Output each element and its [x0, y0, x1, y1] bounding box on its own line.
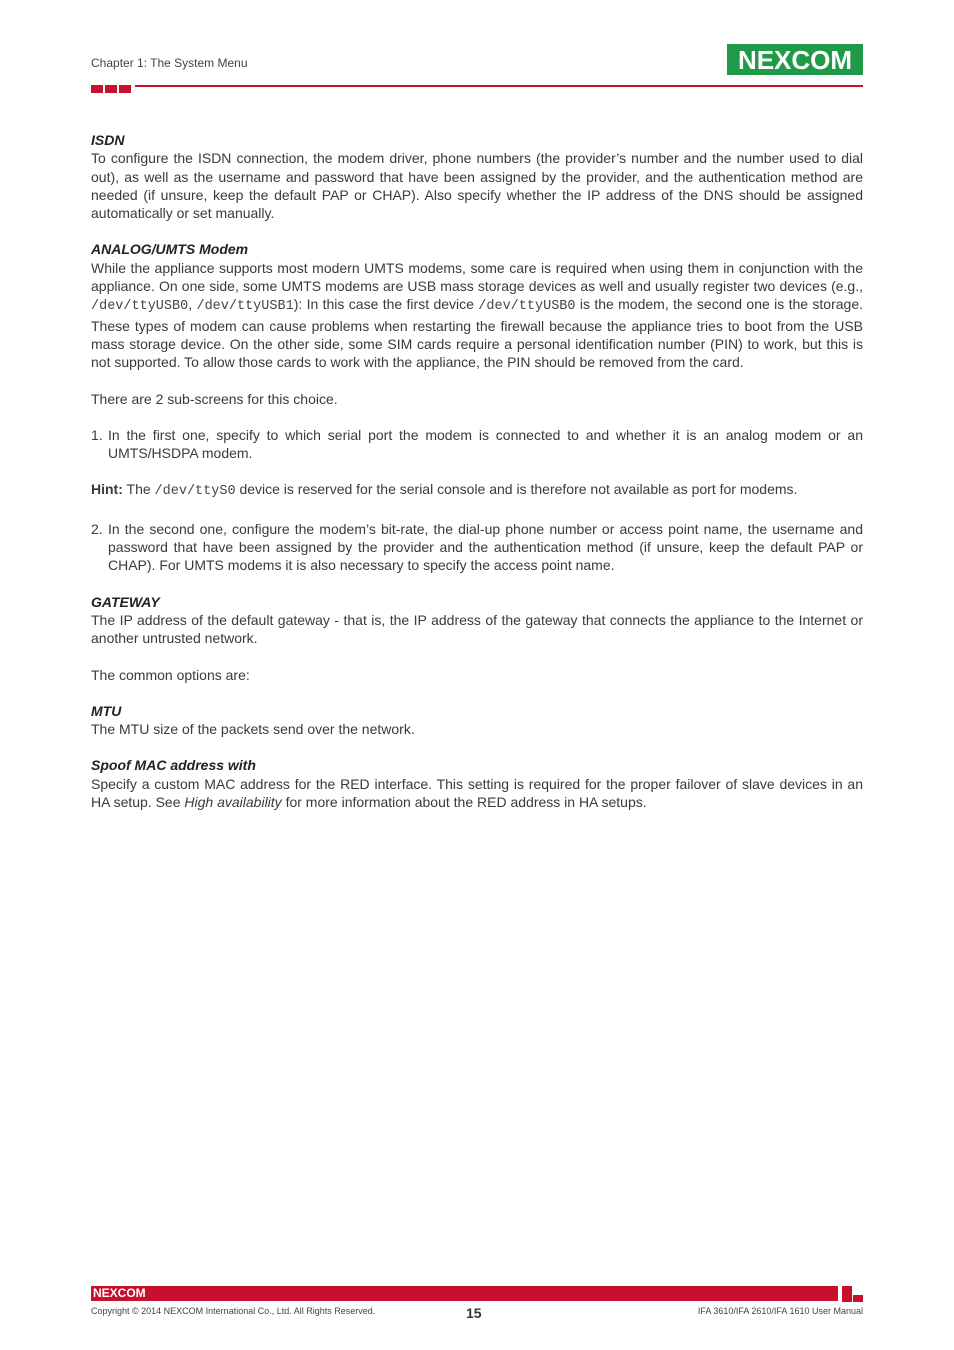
- list-text: In the second one, configure the modem’s bit-rate, the dial-up phone number or access point name, the username and password that have been assigned by the provider and the authentication method (if unsure, keep the default PAP or CHAP). For UMTS modems it is also necessary to specify the access point name.: [108, 520, 863, 574]
- header-line: [135, 85, 863, 87]
- analog-text-2: ): In this case the first device: [293, 296, 479, 313]
- gateway-body: The IP address of the default gateway - that is, the IP address of the gateway that connects the appliance to the Internet or another untrusted network.: [91, 611, 863, 647]
- hint-label: Hint:: [91, 481, 123, 498]
- spoof-mac-heading: Spoof MAC address with: [91, 757, 256, 774]
- page-content: [91, 131, 863, 811]
- hint-text-1: The: [122, 481, 155, 498]
- mtu-body: The MTU size of the packets send over the network.: [91, 721, 415, 738]
- spoof-mac-body: [91, 775, 863, 812]
- page-number: 15: [466, 1305, 482, 1321]
- high-availability-reference: High availability: [184, 794, 282, 811]
- isdn-body: To configure the ISDN connection, the modem driver, phone numbers (the provider’s number and the number used to dial out), as well as the username and password that have been assigned by the provider, and the authentication method are needed (if unsure, keep the default PAP or CHAP). Also specify whether the IP address of the DNS should be assigned automatically or set manually.: [91, 150, 863, 222]
- gateway-heading: GATEWAY: [91, 593, 160, 610]
- nexcom-logo: NEXCOM: [727, 44, 863, 75]
- hint-text-2: device is reserved for the serial console and is therefore not available as port for modems.: [235, 481, 798, 498]
- spoof-text-2: for more information about the RED address in HA setups.: [281, 794, 647, 811]
- list-item: [91, 426, 863, 463]
- device-code: /dev/ttyUSB0: [478, 299, 576, 315]
- header-block: [91, 85, 103, 93]
- subscreens-text: There are 2 sub-screens for this choice.: [91, 390, 338, 407]
- chapter-title: Chapter 1: The System Menu: [91, 56, 248, 70]
- manual-title: IFA 3610/IFA 2610/IFA 1610 User Manual: [697, 1306, 863, 1316]
- header-rule: [91, 85, 863, 93]
- list-number: 1.: [91, 426, 103, 443]
- header-blocks: [91, 85, 131, 93]
- mtu-heading: MTU: [91, 702, 122, 719]
- analog-sep: ,: [188, 296, 197, 313]
- list-item: [91, 520, 863, 575]
- hint-paragraph: [91, 480, 863, 501]
- device-code: /dev/ttyUSB1: [196, 299, 294, 315]
- device-code: /dev/ttyS0: [154, 484, 236, 500]
- footer-squares-icon: [842, 1286, 863, 1302]
- footer-copyright: Copyright © 2014 NEXCOM International Co., Ltd. All Rights Reserved.: [91, 1306, 376, 1316]
- list-number: 2.: [91, 520, 103, 537]
- analog-text-3: is the modem, the second one is the storage. These types of modem can cause problems when restarting the firewall because the appliance tries to boot from the USB mass storage device. On the other side, some SIM cards require a personal identification number (PIN) to work, but this is not supported. To allow those cards to work with the appliance, the PIN should be removed from the card.: [91, 296, 864, 371]
- analog-text-1: While the appliance supports most modern UMTS modems, some care is required when using them in conjunction with the appliance. On one side, some UMTS modems are USB mass storage devices as well and usually register two devices (e.g.,: [91, 259, 863, 295]
- spoof-text-1: Specify a custom MAC address for the RED interface. This setting is required for the proper failover of slave devices in an HA setup. See: [91, 775, 863, 811]
- analog-heading: ANALOG/UMTS Modem: [91, 241, 249, 258]
- footer-logo: NEXCOM: [93, 1286, 146, 1300]
- header-block: [105, 85, 117, 93]
- footer-bar: [91, 1286, 838, 1301]
- device-code: /dev/ttyUSB0: [91, 299, 189, 315]
- header-block: [119, 85, 131, 93]
- common-options-text: The common options are:: [91, 666, 250, 683]
- analog-body: [91, 259, 863, 372]
- list-text: In the first one, specify to which serial port the modem is connected to and whether it is an analog modem or an UMTS/HSDPA modem.: [108, 426, 863, 462]
- isdn-heading: ISDN: [91, 132, 125, 148]
